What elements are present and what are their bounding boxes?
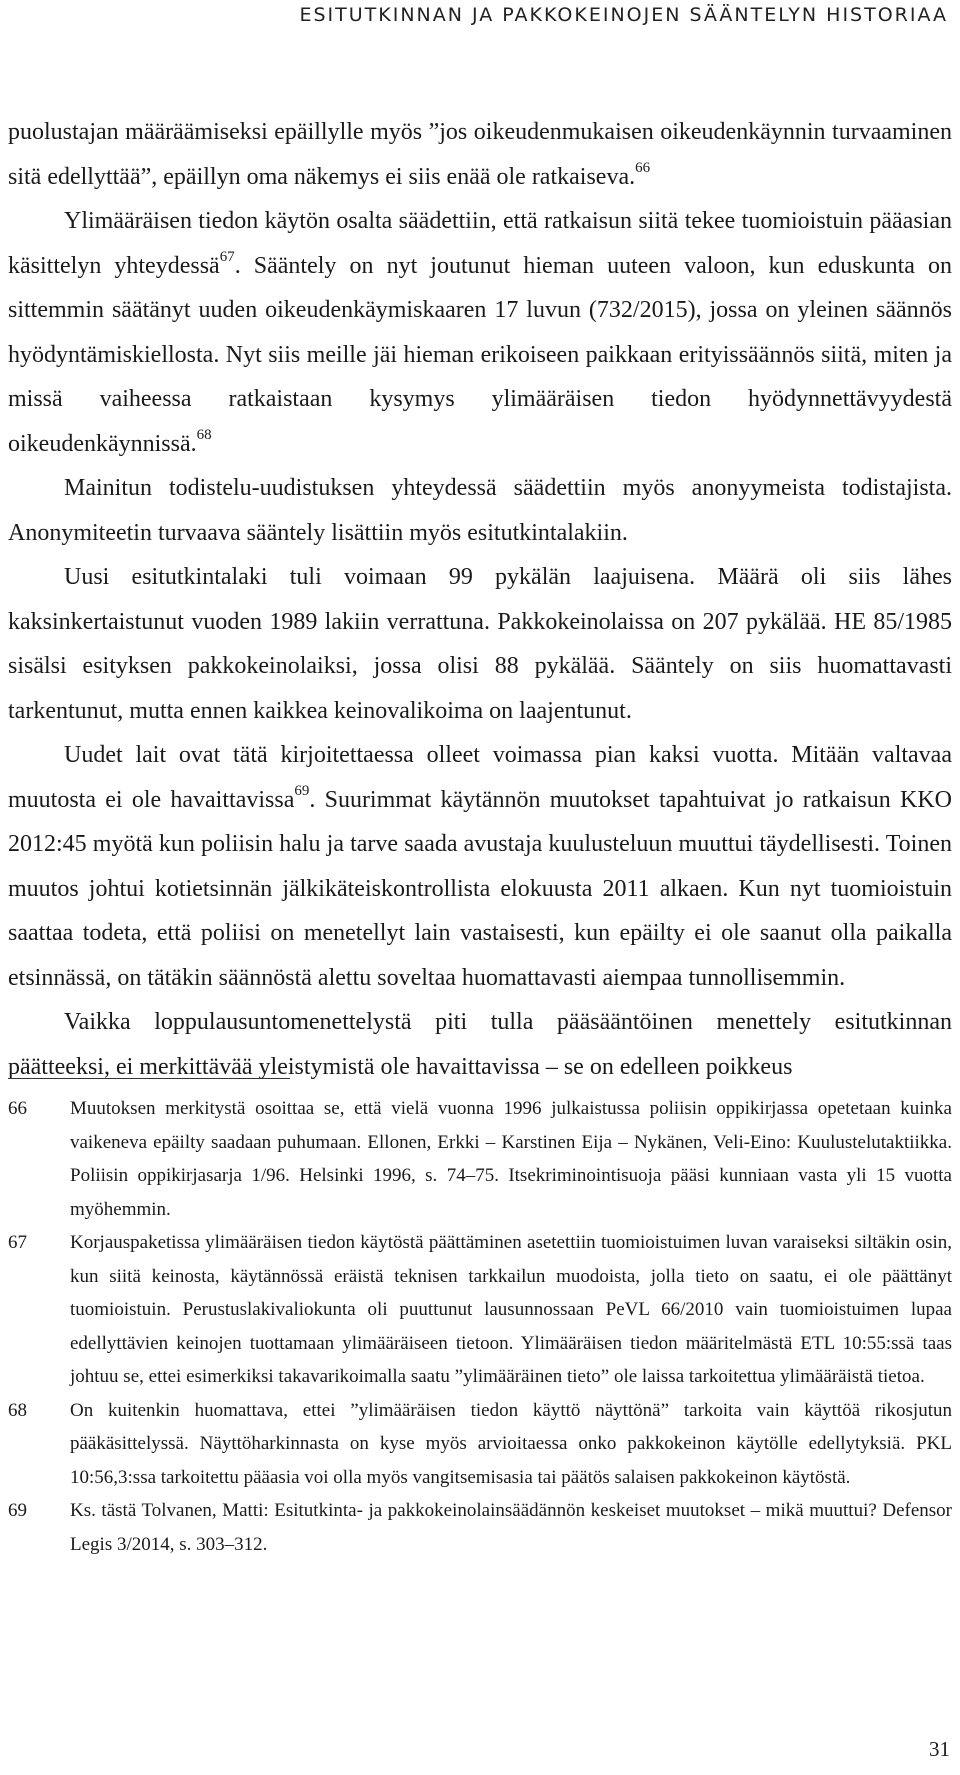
footnote-69 — [8, 1494, 952, 1561]
paragraph-5-text-a: Uudet lait ovat tätä kirjoitettaessa olleet voimassa pian kaksi vuotta. Mitään valtavaa muutosta ei ole havaittavissa — [8, 742, 952, 813]
footnote-ref-68[interactable]: 68 — [196, 426, 212, 443]
main-text — [8, 110, 952, 1089]
paragraph-4: Uusi esitutkintalaki tuli voimaan 99 pykälän laajuisena. Määrä oli siis lähes kaksinkertaistunut vuoden 1989 lakiin verrattuna. Pakkokeinolaissa on 207 pykälää. HE 85/1985 sisälsi esityksen pakkokeinolaiksi, jossa olisi 88 pykälää. Sääntely on siis huomattavasti tarkentunut, mutta ennen kaikkea keinovalikoima on laajentunut. — [8, 564, 952, 724]
paragraph-2 — [8, 199, 952, 466]
footnote-number: 67 — [8, 1232, 27, 1253]
footnote-67 — [8, 1226, 952, 1394]
footnote-ref-66[interactable]: 66 — [635, 159, 651, 176]
paragraph-2-text-a: Ylimääräisen tiedon käytön osalta säädettiin, että ratkaisun siitä tekee tuomioistuin pääasian käsittelyn yhteydessä — [8, 208, 952, 279]
running-header: ESITUTKINNAN JA PAKKOKEINOJEN SÄÄNTELYN HISTORIAA — [299, 4, 948, 26]
footnote-divider — [8, 1078, 290, 1079]
footnote-text: Korjauspaketissa ylimääräisen tiedon käytöstä päättäminen asetettiin tuomioistuimen luvan varaiseksi siltäkin osin, kun siitä keinosta, käytännössä eräistä teknisen tarkkailun muodoista, jolla tieto on saatu, ei ole päättänyt tuomioistuin. Perustuslakivaliokunta oli puuttunut lausunnossaan PeVL 66/2010 vain tuomioistuimen lupaa edellyttävien keinojen tuottamaan ylimääräiseen tietoon. Ylimääräisen tiedon määritelmästä ETL 10:55:ssä taas johtuu se, ettei esimerkiksi takavarikoimalla saatu ”ylimääräinen tieto” ole laissa tarkoitettua ylimääräistä tietoa. — [70, 1232, 952, 1387]
footnote-text: On kuitenkin huomattava, ettei ”ylimääräisen tiedon käyttö näyttönä” tarkoita vain käyttöä rikosjutun pääkäsittelyssä. Näyttöharkinnasta on kyse myös arvioitaessa onko pakkokeinon käytölle edellytyksiä. PKL 10:56,3:ssa tarkoitettu pääasia voi olla myös vangitsemisasia tai päätös salaisen pakkokeinon käytöstä. — [70, 1399, 952, 1488]
paragraph-3: Mainitun todistelu-uudistuksen yhteydessä säädettiin myös anonyymeista todistajista. Anonymiteetin turvaava sääntely lisättiin myös esitutkintalakiin. — [8, 475, 952, 546]
paragraph-6: Vaikka loppulausuntomenettelystä piti tulla pääsääntöinen menettely esitutkinnan päätteeksi, ei merkittävää yleistymistä ole havaittavissa – se on edelleen poikkeus — [8, 1009, 952, 1080]
footnote-text: Ks. tästä Tolvanen, Matti: Esitutkinta- ja pakkokeinolainsäädännön keskeiset muutokset – mikä muuttui? Defensor Legis 3/2014, s. 303–312. — [70, 1500, 952, 1555]
paragraph-5-text-b: . Suurimmat käytännön muutokset tapahtuivat jo ratkaisun KKO 2012:45 myötä kun poliisin halu ja tarve saada avustaja kuulusteluun muuttui täydellisesti. Toinen muutos johtui kotietsinnän jälkikäteiskontrollista elokuusta 2011 alkaen. Kun nyt tuomioistuin saattaa todeta, että poliisi on menetellyt lain vastaisesti, kun epäilty ei ole saanut olla paikalla etsinnässä, on tätäkin säännöstä alettu soveltaa huomattavasti aiempaa tunnollisemmin. — [8, 786, 952, 991]
footnote-66 — [8, 1092, 952, 1226]
footnote-text: Muutoksen merkitystä osoittaa se, että vielä vuonna 1996 julkaistussa poliisin oppikirjassa opetetaan kuinka vaikeneva epäilty saadaan puhumaan. Ellonen, Erkki – Karstinen Eija – Nykänen, Veli-Eino: Kuulustelutaktiikka. Poliisin oppikirjasarja 1/96. Helsinki 1996, s. 74–75. Itsekriminointisuoja pääsi kunniaan vasta yli 15 vuotta myöhemmin. — [70, 1098, 952, 1220]
footnote-ref-67[interactable]: 67 — [219, 248, 235, 265]
footnote-68 — [8, 1394, 952, 1495]
paragraph-1 — [8, 110, 952, 199]
paragraph-2-text-b: . Sääntely on nyt joutunut hieman uuteen valoon, kun eduskunta on sittemmin säätänyt uuden oikeudenkäymiskaaren 17 luvun (732/2015), jossa on yleinen säännös hyödyntämiskiellosta. Nyt siis meille jäi hieman erikoiseen paikkaan erityissäännös siitä, miten ja missä vaiheessa ratkaistaan kysymys ylimääräisen tiedon hyödynnettävyydestä oikeudenkäynnissä. — [8, 252, 953, 457]
footnote-number: 66 — [8, 1098, 27, 1119]
paragraph-5 — [8, 733, 952, 1000]
page-number: 31 — [929, 1737, 950, 1761]
footnote-number: 69 — [8, 1500, 27, 1521]
footnote-ref-69[interactable]: 69 — [294, 782, 310, 799]
paragraph-1-text: puolustajan määräämiseksi epäillylle myös ”jos oikeudenmukaisen oikeudenkäynnin turvaaminen sitä edellyttää”, epäillyn oma näkemys ei siis enää ole ratkaiseva. — [8, 119, 952, 190]
footnotes — [8, 1092, 952, 1561]
footnote-number: 68 — [8, 1399, 27, 1421]
